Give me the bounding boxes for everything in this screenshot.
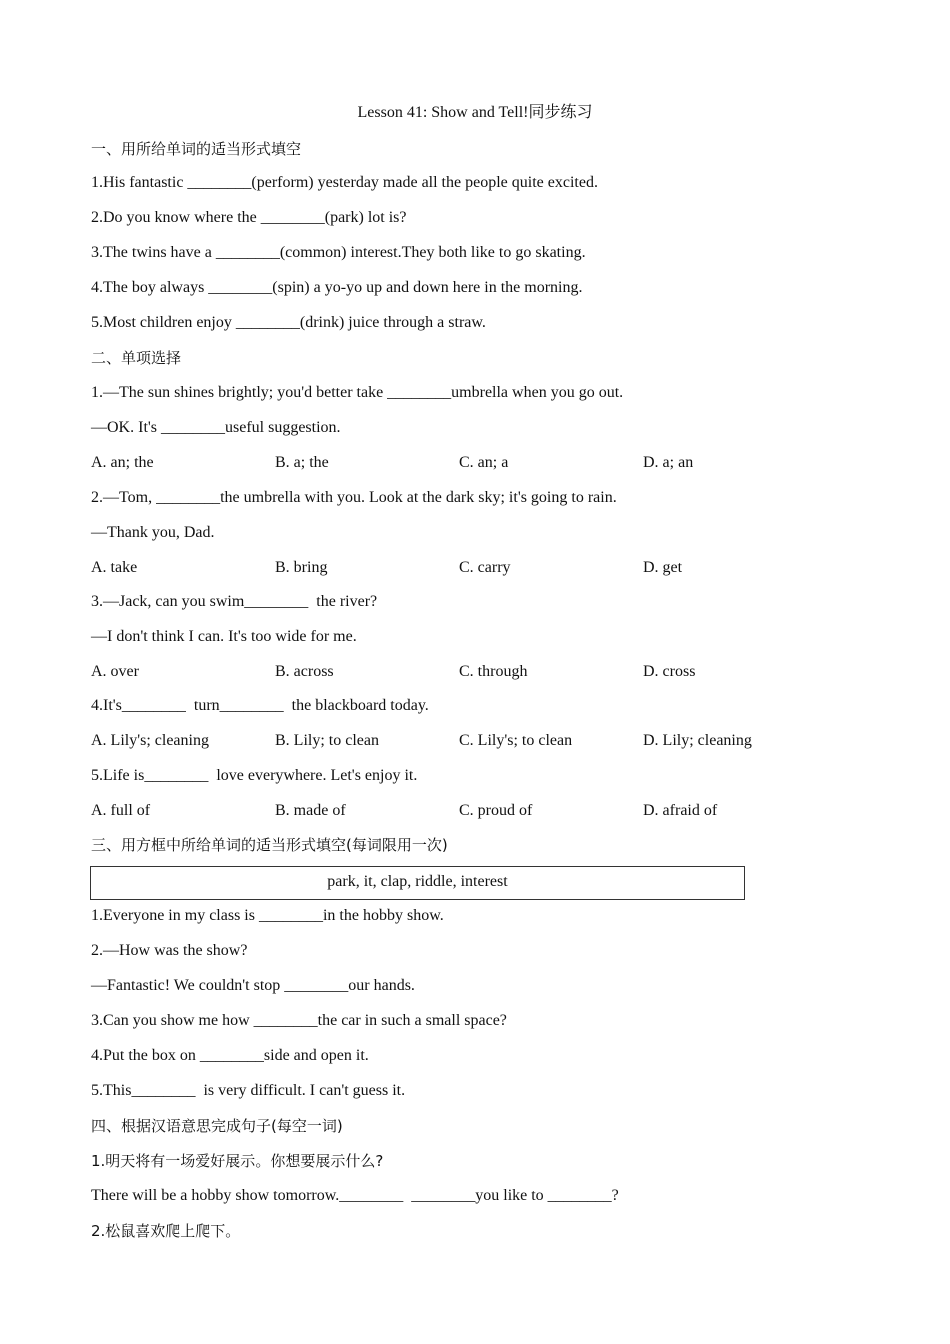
s4-q2-chinese: 2.松鼠喜欢爬上爬下。 xyxy=(91,1222,241,1240)
s2-q4-option-d: D. Lily; cleaning xyxy=(643,732,752,749)
word-box-words: park, it, clap, riddle, interest xyxy=(327,873,508,890)
s1-item-4: 4.The boy always ________(spin) a yo-yo up and down here in the morning. xyxy=(91,279,583,296)
s2-q3-option-d: D. cross xyxy=(643,663,696,680)
s1-item-3: 3.The twins have a ________(common) interest.They both like to go skating. xyxy=(91,244,586,261)
s2-q1-option-b: B. a; the xyxy=(275,454,329,471)
s1-item-1: 1.His fantastic ________(perform) yesterday made all the people quite excited. xyxy=(91,174,598,191)
s2-q1-option-a: A. an; the xyxy=(91,454,154,471)
s2-q4-option-a: A. Lily's; cleaning xyxy=(91,732,209,749)
s2-q1-option-c: C. an; a xyxy=(459,454,509,471)
section-heading-4: 四、根据汉语意思完成句子(每空一词) xyxy=(91,1117,343,1135)
s3-item-3: 3.Can you show me how ________the car in such a small space? xyxy=(91,1012,507,1029)
s2-q5-option-b: B. made of xyxy=(275,802,346,819)
s2-q4-option-c: C. Lily's; to clean xyxy=(459,732,573,749)
s2-q2-option-c: C. carry xyxy=(459,559,511,576)
s2-q3-option-c: C. through xyxy=(459,663,528,680)
s2-q1-line2: —OK. It's ________useful suggestion. xyxy=(91,419,341,436)
section-heading-3: 三、用方框中所给单词的适当形式填空(每词限用一次) xyxy=(91,836,448,854)
s4-q1-english: There will be a hobby show tomorrow.________ ________you like to ________? xyxy=(91,1187,619,1204)
s2-q3-line1: 3.—Jack, can you swim________ the river? xyxy=(91,593,378,610)
s3-item-1: 1.Everyone in my class is ________in the hobby show. xyxy=(91,907,444,924)
s2-q4-line1: 4.It's________ turn________ the blackboard today. xyxy=(91,697,429,714)
s2-q2-line2: —Thank you, Dad. xyxy=(91,524,215,541)
s1-item-5: 5.Most children enjoy ________(drink) juice through a straw. xyxy=(91,314,486,331)
s2-q3-line2: —I don't think I can. It's too wide for me. xyxy=(91,628,357,645)
s2-q5-option-d: D. afraid of xyxy=(643,802,718,819)
s2-q3-option-b: B. across xyxy=(275,663,334,680)
s2-q2-option-b: B. bring xyxy=(275,559,328,576)
section-heading-2: 二、单项选择 xyxy=(91,349,182,367)
s2-q5-line1: 5.Life is________ love everywhere. Let's enjoy it. xyxy=(91,767,418,784)
s2-q5-option-a: A. full of xyxy=(91,802,151,819)
s3-item-4: 4.Put the box on ________side and open it. xyxy=(91,1047,369,1064)
s2-q4-option-b: B. Lily; to clean xyxy=(275,732,379,749)
s2-q1-line1: 1.—The sun shines brightly; you'd better take ________umbrella when you go out. xyxy=(91,384,624,401)
section-heading-1: 一、用所给单词的适当形式填空 xyxy=(91,140,302,158)
s2-q3-option-a: A. over xyxy=(91,663,139,680)
page-title: Lesson 41: Show and Tell!同步练习 xyxy=(357,104,593,121)
s3-item-2-answer: —Fantastic! We couldn't stop ________our hands. xyxy=(91,977,415,994)
s2-q2-option-a: A. take xyxy=(91,559,138,576)
s2-q2-option-d: D. get xyxy=(643,559,683,576)
s2-q1-option-d: D. a; an xyxy=(643,454,694,471)
s2-q5-option-c: C. proud of xyxy=(459,802,533,819)
s3-item-5: 5.This________ is very difficult. I can't guess it. xyxy=(91,1082,406,1099)
word-box xyxy=(90,866,745,900)
s3-item-2: 2.—How was the show? xyxy=(91,942,248,959)
s2-q2-line1: 2.—Tom, ________the umbrella with you. Look at the dark sky; it's going to rain. xyxy=(91,489,617,506)
s1-item-2: 2.Do you know where the ________(park) lot is? xyxy=(91,209,407,226)
s4-q1-chinese: 1.明天将有一场爱好展示。你想要展示什么? xyxy=(91,1152,384,1170)
